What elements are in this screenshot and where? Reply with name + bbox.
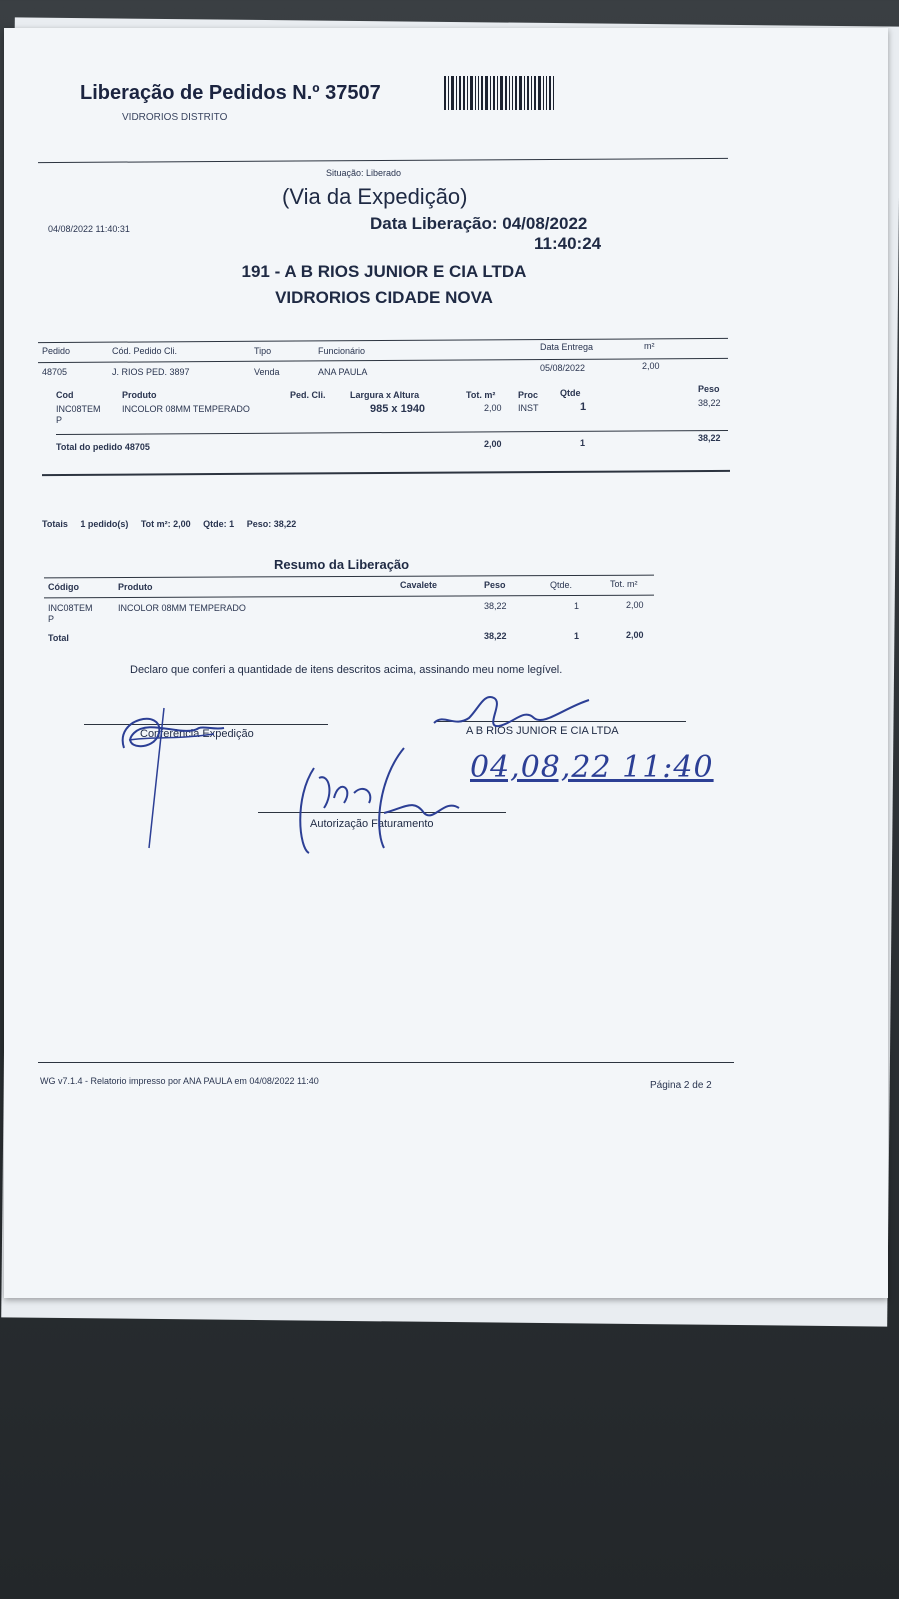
signature-client-icon (424, 688, 604, 738)
barcode-bar (546, 76, 547, 110)
signature-autorizacao-icon (284, 738, 474, 858)
barcode-bar (485, 76, 488, 110)
footer-page-number: Página 2 de 2 (650, 1080, 712, 1091)
col-header-tipo: Tipo (254, 346, 272, 356)
item-header-tot-m2: Tot. m² (466, 390, 496, 400)
order-total-qtde: 1 (580, 438, 586, 448)
release-date: Data Liberação: 04/08/2022 (370, 214, 588, 233)
barcode-bar (534, 76, 536, 110)
resumo-total-qtde: 1 (574, 631, 580, 641)
barcode-bar (505, 76, 507, 110)
order-m2: 2,00 (642, 361, 660, 371)
resumo-total-tot-m2: 2,00 (626, 630, 644, 640)
divider (44, 595, 654, 599)
order-number: 48705 (42, 367, 68, 377)
item-header-cod: Cod (56, 390, 74, 400)
delivery-date: 05/08/2022 (540, 363, 586, 373)
barcode-bar (527, 76, 529, 110)
barcode-bar (463, 76, 465, 110)
barcode-bar (509, 76, 510, 110)
barcode-bar (448, 76, 449, 110)
divider (38, 358, 728, 363)
barcode-bar (475, 76, 476, 110)
barcode-bar (478, 76, 479, 110)
employee-name: ANA PAULA (318, 367, 368, 377)
col-header-data-entrega: Data Entrega (540, 342, 594, 352)
col-header-m2: m² (644, 341, 655, 351)
col-header-pedido: Pedido (42, 346, 71, 356)
print-datetime: 04/08/2022 11:40:31 (48, 224, 130, 234)
client-store: VIDRORIOS CIDADE NOVA (275, 288, 493, 307)
item-header-proc: Proc (518, 390, 539, 400)
resumo-title: Resumo da Liberação (274, 557, 410, 572)
client-order-code: J. RIOS PED. 3897 (112, 367, 190, 377)
barcode-bar (459, 76, 461, 110)
item-dimensions: 985 x 1940 (370, 403, 426, 415)
resumo-code-suffix: P (48, 614, 55, 624)
via-label: (Via da Expedição) (282, 184, 468, 209)
resumo-total-peso: 38,22 (484, 631, 507, 641)
resumo-code: INC08TEM (48, 603, 93, 613)
barcode-bar (543, 76, 544, 110)
barcode-bar (538, 76, 541, 110)
barcode-bar (515, 76, 517, 110)
client-name: 191 - A B RIOS JUNIOR E CIA LTDA (241, 262, 527, 281)
col-header-cod-pedido-cli: Cód. Pedido Cli. (112, 346, 178, 356)
barcode-bar (553, 76, 554, 110)
item-header-ped-cli: Ped. Cli. (290, 390, 326, 400)
divider (38, 158, 728, 163)
resumo-header-cavalete: Cavalete (400, 580, 438, 590)
resumo-header-peso: Peso (484, 580, 506, 590)
resumo-total-label: Total (48, 633, 69, 643)
document-page (4, 28, 888, 1298)
barcode-bar (549, 76, 551, 110)
divider (42, 470, 730, 476)
barcode-bar (444, 76, 446, 110)
divider (38, 338, 728, 343)
client-signature-label: A B RIOS JUNIOR E CIA LTDA (466, 725, 619, 737)
resumo-header-codigo: Código (48, 582, 79, 592)
item-qtde: 1 (580, 401, 587, 413)
order-type: Venda (254, 367, 280, 377)
item-tot-m2: 2,00 (484, 403, 502, 413)
item-header-peso: Peso (698, 384, 720, 394)
barcode-bar (519, 76, 522, 110)
status-text: Situação: Liberado (326, 168, 402, 178)
order-total-m2: 2,00 (484, 439, 502, 449)
release-time: 11:40:24 (534, 234, 602, 253)
barcode-bar (497, 76, 498, 110)
totals-summary: Totais 1 pedido(s) Tot m²: 2,00 Qtde: 1 Peso: 38,22 (42, 519, 297, 529)
resumo-product: INCOLOR 08MM TEMPERADO (118, 603, 246, 613)
resumo-peso: 38,22 (484, 601, 507, 611)
barcode-bar (451, 76, 454, 110)
resumo-header-tot-m2: Tot. m² (610, 579, 638, 589)
company-name: VIDRORIOS DISTRITO (122, 112, 228, 123)
barcode-bar (531, 76, 532, 110)
handwritten-datetime: 04,08,22 11:40 (470, 750, 714, 785)
item-peso: 38,22 (698, 398, 721, 408)
declaration-text: Declaro que conferi a quantidade de itens descritos acima, assinando meu nome legível. (130, 664, 563, 676)
item-proc: INST (518, 403, 539, 413)
resumo-header-produto: Produto (118, 582, 153, 592)
signature-conferencia-icon (104, 678, 244, 858)
footer-divider (38, 1062, 734, 1063)
item-product: INCOLOR 08MM TEMPERADO (122, 404, 250, 414)
barcode-bar (512, 76, 513, 110)
divider (44, 575, 654, 579)
barcode-bar (467, 76, 468, 110)
item-header-qtde: Qtde (560, 388, 581, 398)
autorizacao-label: Autorização Faturamento (310, 818, 434, 830)
barcode-bar (493, 76, 495, 110)
barcode-bar (524, 76, 525, 110)
document-title: Liberação de Pedidos N.º 37507 (80, 82, 381, 104)
item-header-dimensions: Largura x Altura (350, 390, 420, 400)
barcode (444, 76, 554, 110)
barcode-bar (481, 76, 483, 110)
resumo-tot-m2: 2,00 (626, 600, 644, 610)
resumo-header-qtde: Qtde. (550, 580, 573, 590)
item-code-suffix: P (56, 415, 63, 425)
resumo-qtde: 1 (574, 601, 580, 611)
item-header-produto: Produto (122, 390, 157, 400)
divider (56, 430, 728, 435)
col-header-funcionario: Funcionário (318, 346, 366, 356)
order-total-peso: 38,22 (698, 433, 721, 443)
barcode-bar (500, 76, 503, 110)
footer-report-info: WG v7.1.4 - Relatorio impresso por ANA PAULA em 04/08/2022 11:40 (40, 1076, 319, 1086)
item-code: INC08TEM (56, 404, 101, 414)
barcode-bar (490, 76, 491, 110)
barcode-bar (470, 76, 473, 110)
barcode-bar (456, 76, 457, 110)
order-total-label: Total do pedido 48705 (56, 442, 150, 452)
conferencia-label: Conferência Expedição (140, 728, 254, 740)
